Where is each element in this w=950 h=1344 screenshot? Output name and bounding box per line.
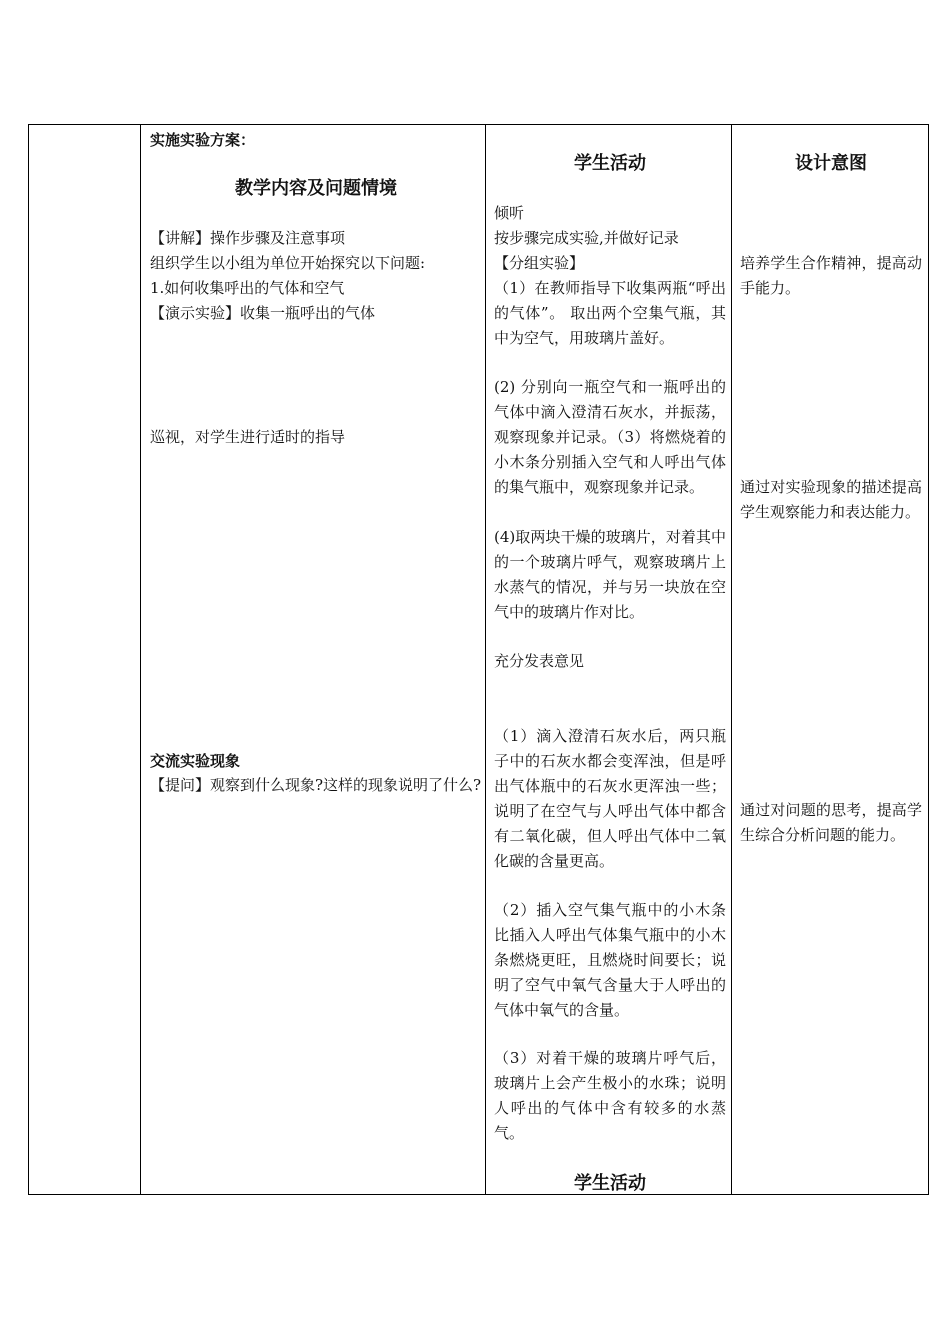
column-divider-2 <box>485 124 486 1195</box>
lesson-table <box>28 124 929 1195</box>
column-divider-1 <box>140 124 141 1195</box>
activity-footer: 学生活动 <box>574 1173 646 1194</box>
result-2: （2）插入空气集气瓶中的小木条比插入人呼出气体集气瓶中的小木条燃烧更旺，且燃烧时间要长；说明了空气中氧气含量大于人呼出的气体中氧气的含量。 <box>494 901 726 1019</box>
exchange-label: 交流实验现象 <box>150 752 241 770</box>
activity-header: 学生活动 <box>574 153 646 174</box>
table-left-border <box>28 124 29 1195</box>
ask-text: 【提问】观察到什么现象?这样的现象说明了什么? <box>150 776 482 794</box>
table-bottom-border <box>28 1194 929 1195</box>
patrol-text: 巡视，对学生进行适时的指导 <box>150 428 346 446</box>
demo-text: 【演示实验】收集一瓶呼出的气体 <box>150 304 376 322</box>
plan-label: 实施实验方案： <box>150 131 256 149</box>
column-divider-3 <box>731 124 732 1195</box>
intent-header: 设计意图 <box>795 153 867 174</box>
step-1: （1）在教师指导下收集两瓶“呼出的气体”。 取出两个空集气瓶，其中为空气，用玻璃片盖好。 <box>494 279 726 347</box>
table-right-border <box>928 124 929 1195</box>
intent-1: 培养学生合作精神，提高动手能力。 <box>740 254 922 297</box>
question-1: 1.如何收集呼出的气体和空气 <box>150 279 345 297</box>
content-header: 教学内容及问题情境 <box>235 178 397 199</box>
intent-3: 通过对问题的思考，提高学生综合分析问题的能力。 <box>740 801 922 844</box>
follow-text: 按步骤完成实验,并做好记录 <box>494 229 679 247</box>
result-3: （3）对着干燥的玻璃片呼气后，玻璃片上会产生极小的水珠；说明人呼出的气体中含有较多的水蒸气。 <box>494 1049 726 1142</box>
step-2-3: (2) 分别向一瓶空气和一瓶呼出的气体中滴入澄清石灰水，并振荡，观察现象并记录。（3）将燃烧着的小木条分别插入空气和人呼出气体的集气瓶中，观察现象并记录。 <box>494 378 726 496</box>
result-1: （1）滴入澄清石灰水后，两只瓶子中的石灰水都会变浑浊，但是呼出气体瓶中的石灰水更浑浊一些；说明了在空气与人呼出气体中都含有二氧化碳，但人呼出气体中二氧化碳的含量更高。 <box>494 727 726 870</box>
organize-text: 组织学生以小组为单位开始探究以下问题: <box>150 254 426 272</box>
intent-2: 通过对实验现象的描述提高学生观察能力和表达能力。 <box>740 478 922 521</box>
table-top-border <box>28 124 929 125</box>
express-text: 充分发表意见 <box>494 652 585 670</box>
group-experiment-label: 【分组实验】 <box>494 254 585 272</box>
listen-text: 倾听 <box>494 204 525 222</box>
lecture-text: 【讲解】操作步骤及注意事项 <box>150 229 346 247</box>
step-4: (4)取两块干燥的玻璃片，对着其中的一个玻璃片呼气，观察玻璃片上水蒸气的情况，并与另一块放在空气中的玻璃片作对比。 <box>494 528 726 621</box>
